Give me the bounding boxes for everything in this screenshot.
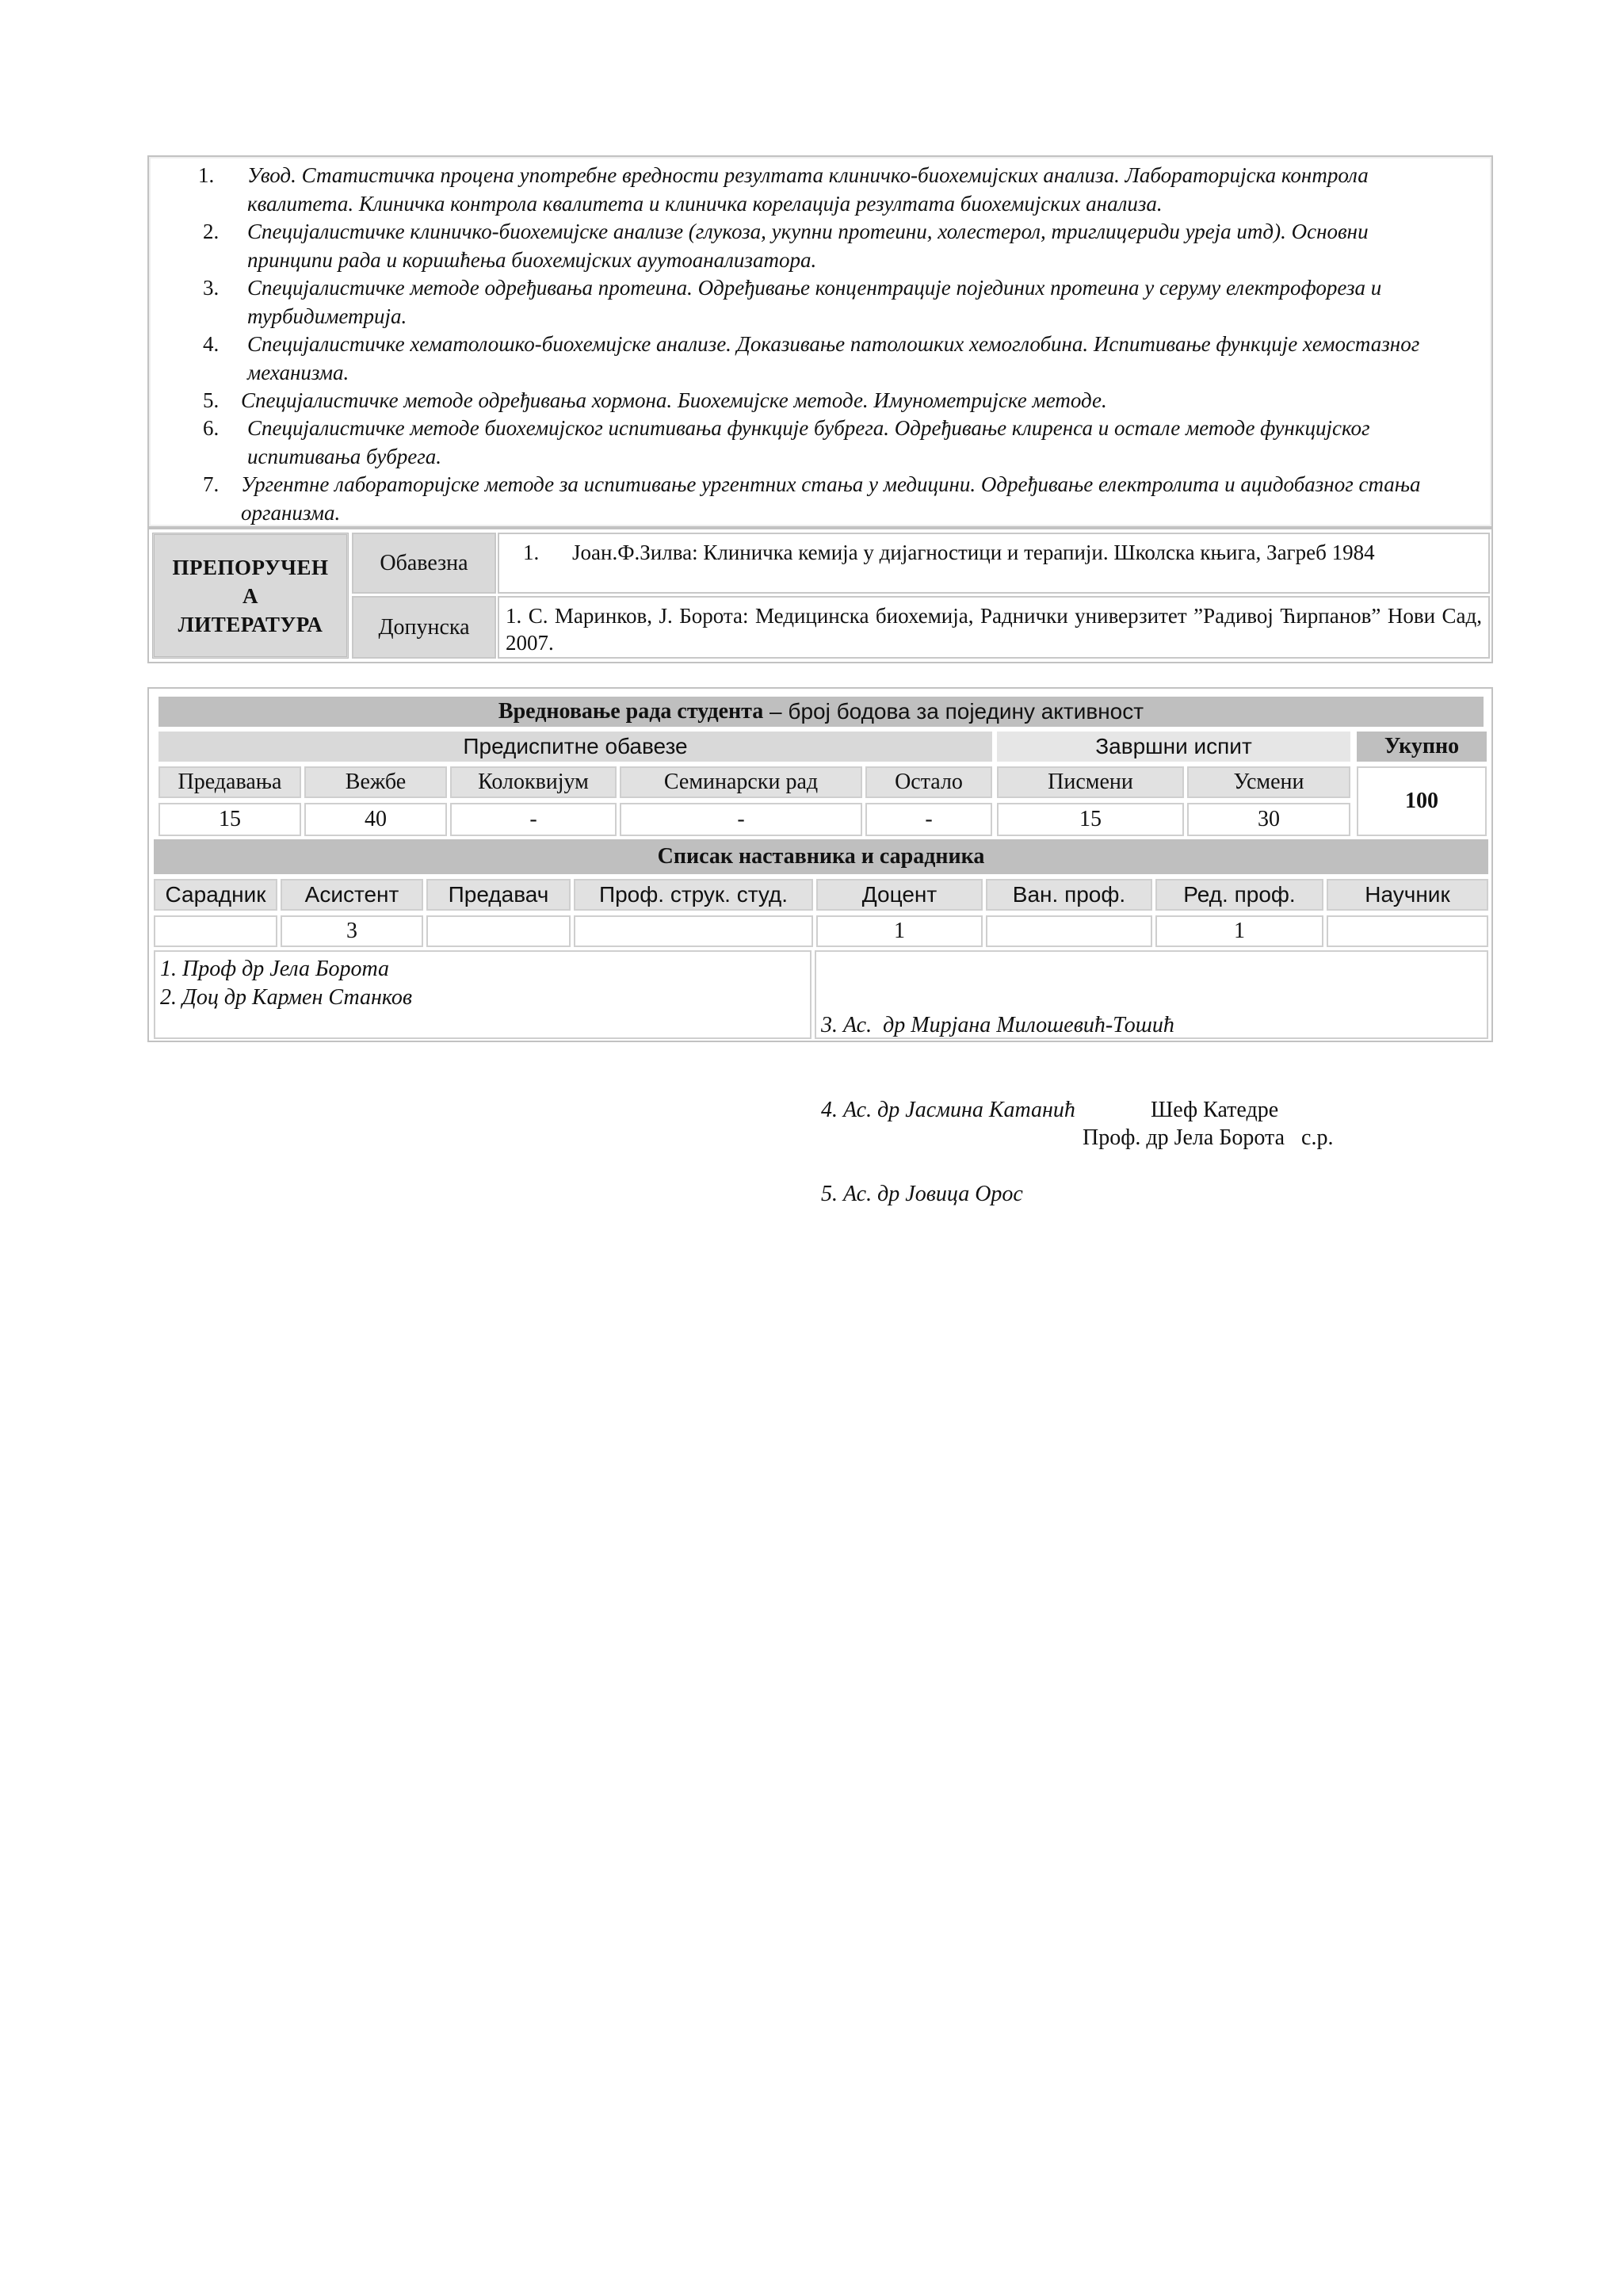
val-colloquium: - (450, 803, 617, 836)
staff-col-prof-prof-studies: Проф. струк. студ. (574, 879, 813, 911)
topic-item (203, 471, 1439, 527)
topic-number: 7. (203, 472, 220, 496)
required-literature-value (498, 533, 1490, 594)
supplementary-literature-label: Допунска (352, 596, 496, 659)
val-lectures: 15 (158, 803, 301, 836)
literature-heading-line: ЛИТЕРАТУРА (178, 612, 323, 636)
col-seminar: Семинарски рад (620, 766, 862, 798)
val-seminar: - (620, 803, 862, 836)
col-written: Писмени (997, 766, 1184, 798)
topic-text: Специјалистичке методе одређивања протеина. Одређивање концентрације појединих протеина у серуму електрофореза и турбидиметрија. (247, 276, 1382, 328)
course-topics-list (147, 155, 1493, 528)
col-other: Остало (865, 766, 992, 798)
required-literature-label: Обавезна (352, 533, 496, 594)
topic-item (198, 162, 1434, 218)
val-oral: 30 (1187, 803, 1350, 836)
staff-col-associate: Сарадник (154, 879, 277, 911)
topic-text: Специјалистичке методе одређивања хормона. Биохемијске методе. Имунометријске методе. (241, 388, 1107, 412)
topic-number: 5. (203, 388, 220, 412)
staff-col-docent: Доцент (816, 879, 983, 911)
total-header: Укупно (1357, 732, 1487, 762)
staff-count-assistant: 3 (281, 915, 423, 947)
staff-col-full-prof: Ред. проф. (1155, 879, 1323, 911)
staff-name: 2. Доц др Кармен Станков (160, 984, 413, 1010)
topic-item (203, 415, 1439, 471)
topic-item (203, 387, 1439, 415)
staff-col-assistant: Асистент (281, 879, 423, 911)
val-written: 15 (997, 803, 1184, 836)
topic-text: Ургентне лабораторијске методе за испитивање ургентних стања у медицини. Одређивање електролита и ацидобазног стања организма. (241, 472, 1421, 525)
topic-item (203, 218, 1439, 274)
topic-item (203, 330, 1439, 387)
recommended-literature-table (147, 528, 1493, 663)
val-other: - (865, 803, 992, 836)
signature-name: Проф. др Јела Борота с.р. (1083, 1125, 1334, 1150)
evaluation-title (158, 697, 1484, 727)
col-exercises: Вежбе (304, 766, 447, 798)
staff-count-associate (154, 915, 277, 947)
staff-name: 3. Ас. др Мирјана Милошевић-Тошић (821, 1013, 1174, 1037)
staff-col-scientist: Научник (1327, 879, 1488, 911)
topic-text: Специјалистичке методе биохемијског испитивања функције бубрега. Одређивање клиренса и остале методе функцијског испитивања бубрега. (247, 416, 1370, 468)
staff-col-assoc-prof: Ван. проф. (986, 879, 1152, 911)
topic-item (203, 274, 1439, 330)
staff-count-scientist (1327, 915, 1488, 947)
evaluation-title-bold: Вредновање рада студента (498, 699, 764, 724)
pre-exam-header: Предиспитне обавезе (158, 732, 992, 762)
signature-role: Шеф Катедре (1151, 1098, 1279, 1122)
topic-number: 6. (203, 416, 220, 440)
topic-number: 4. (203, 332, 220, 356)
final-exam-header: Завршни испит (997, 732, 1350, 762)
literature-heading (152, 533, 349, 659)
topic-number: 1. (198, 163, 215, 187)
col-colloquium: Колоквијум (450, 766, 617, 798)
col-lectures: Предавања (158, 766, 301, 798)
supplementary-literature-text: 1. С. Маринков, Ј. Борота: Медицинска биохемија, Раднички универзитет ”Радивој Ћирпанов” Нови Сад, 2007. (498, 596, 1490, 659)
staff-count-assoc-prof (986, 915, 1152, 947)
staff-name: 5. Ас. др Јовица Орос (821, 1182, 1023, 1206)
total-value: 100 (1357, 766, 1487, 836)
val-exercises: 40 (304, 803, 447, 836)
required-literature-text: Јоан.Ф.Зилва: Клиничка кемија у дијагностици и терапији. Школска књига, Загреб 1984 (572, 541, 1375, 564)
staff-names-left (154, 950, 812, 1039)
topic-number: 3. (203, 276, 220, 300)
staff-count-lecturer (426, 915, 571, 947)
literature-heading-line: А (242, 583, 258, 608)
staff-title: Списак наставника и сарадника (154, 839, 1488, 874)
staff-col-lecturer: Предавач (426, 879, 571, 911)
staff-count-full-prof: 1 (1155, 915, 1323, 947)
col-oral: Усмени (1187, 766, 1350, 798)
required-literature-number: 1. (523, 541, 540, 564)
staff-count-prof-prof-studies (574, 915, 813, 947)
topic-text: Специјалистичке хематолошко-биохемијске анализе. Доказивање патолошких хемоглобина. Испитивање функције хемостазног механизма. (247, 332, 1420, 384)
signature-block (1083, 1096, 1400, 1152)
topic-text: Увод. Статистичка процена употребне вредности резултата клиничко-биохемијских анализа. Лабораторијска контрола квалитета. Клиничка контрола квалитета и клиничка корелација резултата биохемијских анализа. (247, 163, 1369, 216)
literature-heading-line: ПРЕПОРУЧЕН (172, 555, 329, 579)
topic-number: 2. (203, 220, 220, 243)
staff-name: 4. Ас. др Јасмина Катанић (821, 1097, 1075, 1122)
staff-count-docent: 1 (816, 915, 983, 947)
staff-name: 1. Проф др Јела Борота (160, 957, 390, 981)
evaluation-title-rest: – број бодова за поједину активност (763, 699, 1144, 724)
topic-text: Специјалистичке клиничко-биохемијске анализе (глукоза, укупни протеини, холестерол, триглицериди уреја итд). Основни принципи рада и коришћења биохемијских ауутоанализатора. (247, 220, 1369, 272)
